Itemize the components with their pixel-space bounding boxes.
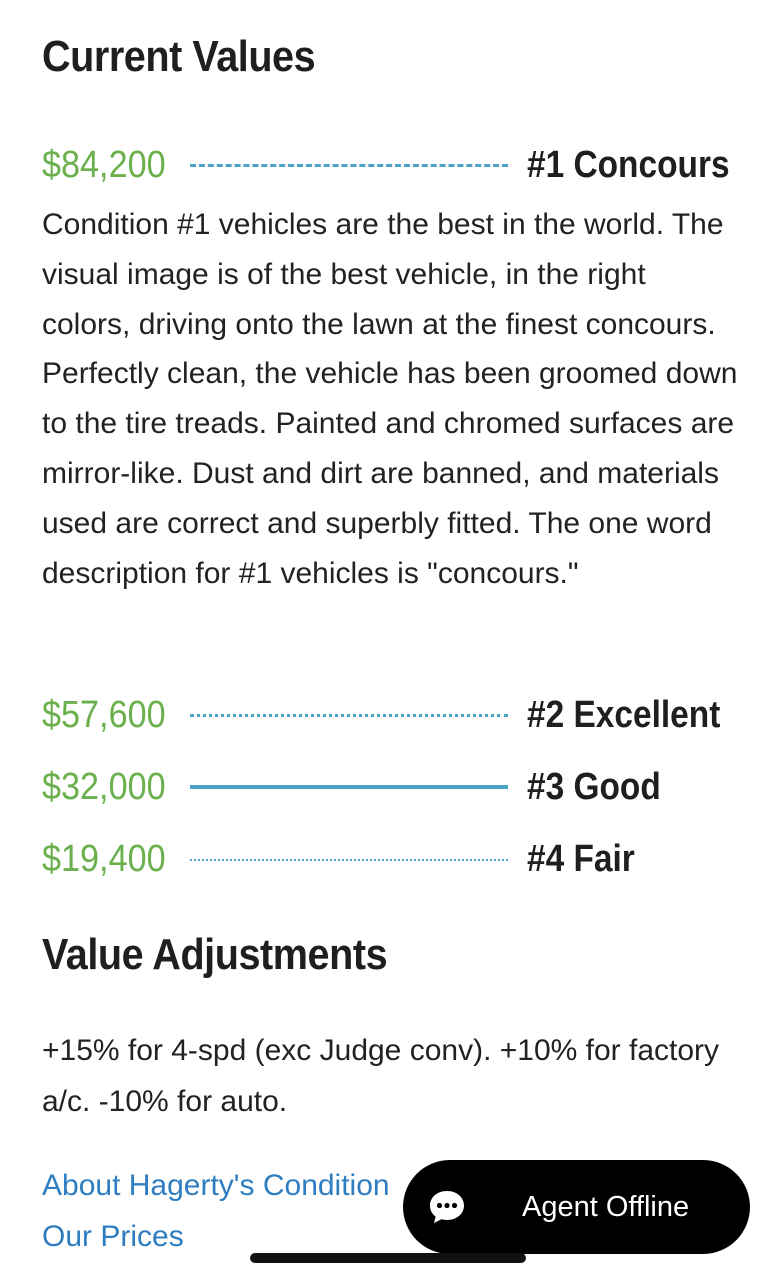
condition-label: #2 Excellent (527, 694, 721, 736)
dashed-leader-line (190, 164, 508, 167)
concours-description: Condition #1 vehicles are the best in the world. The visual image is of the best vehicle, in the right colors, driving onto the lawn at the finest concours. Perfectly clean, the vehicle has been groomed down to the tire treads. Painted and chromed surfaces are mirror-like. Dust and dirt are banned, and materials used are correct and superbly fitted. The one word description for #1 vehicles is "concours." (42, 208, 738, 590)
home-indicator[interactable] (250, 1253, 526, 1263)
conditions-link[interactable]: About Hagerty's Condition (42, 1169, 390, 1202)
our-prices-link[interactable]: Our Prices (42, 1220, 184, 1253)
solid-leader-line (190, 785, 508, 789)
chat-bubble-icon (427, 1187, 467, 1227)
condition-label: #4 Fair (527, 838, 635, 880)
condition-price: $57,600 (42, 694, 166, 736)
condition-price: $32,000 (42, 766, 166, 808)
condition-price: $84,200 (42, 144, 166, 186)
current-values-heading: Current Values (42, 32, 316, 81)
fine-dotted-leader-line (190, 859, 508, 861)
agent-chat-button[interactable] (403, 1160, 750, 1254)
condition-row-fair (42, 834, 742, 884)
agent-status-label: Agent Offline (522, 1191, 690, 1223)
value-adjustments-text: +15% for 4-spd (exc Judge conv). +10% for factory a/c. -10% for auto. (42, 1034, 720, 1118)
dotted-leader-line (190, 714, 508, 717)
value-adjustments-heading: Value Adjustments (42, 930, 388, 979)
condition-row-good (42, 762, 742, 812)
condition-row-concours (42, 140, 742, 190)
condition-label: #1 Concours (527, 144, 730, 186)
condition-label: #3 Good (527, 766, 661, 808)
condition-row-excellent (42, 690, 742, 740)
condition-price: $19,400 (42, 838, 166, 880)
